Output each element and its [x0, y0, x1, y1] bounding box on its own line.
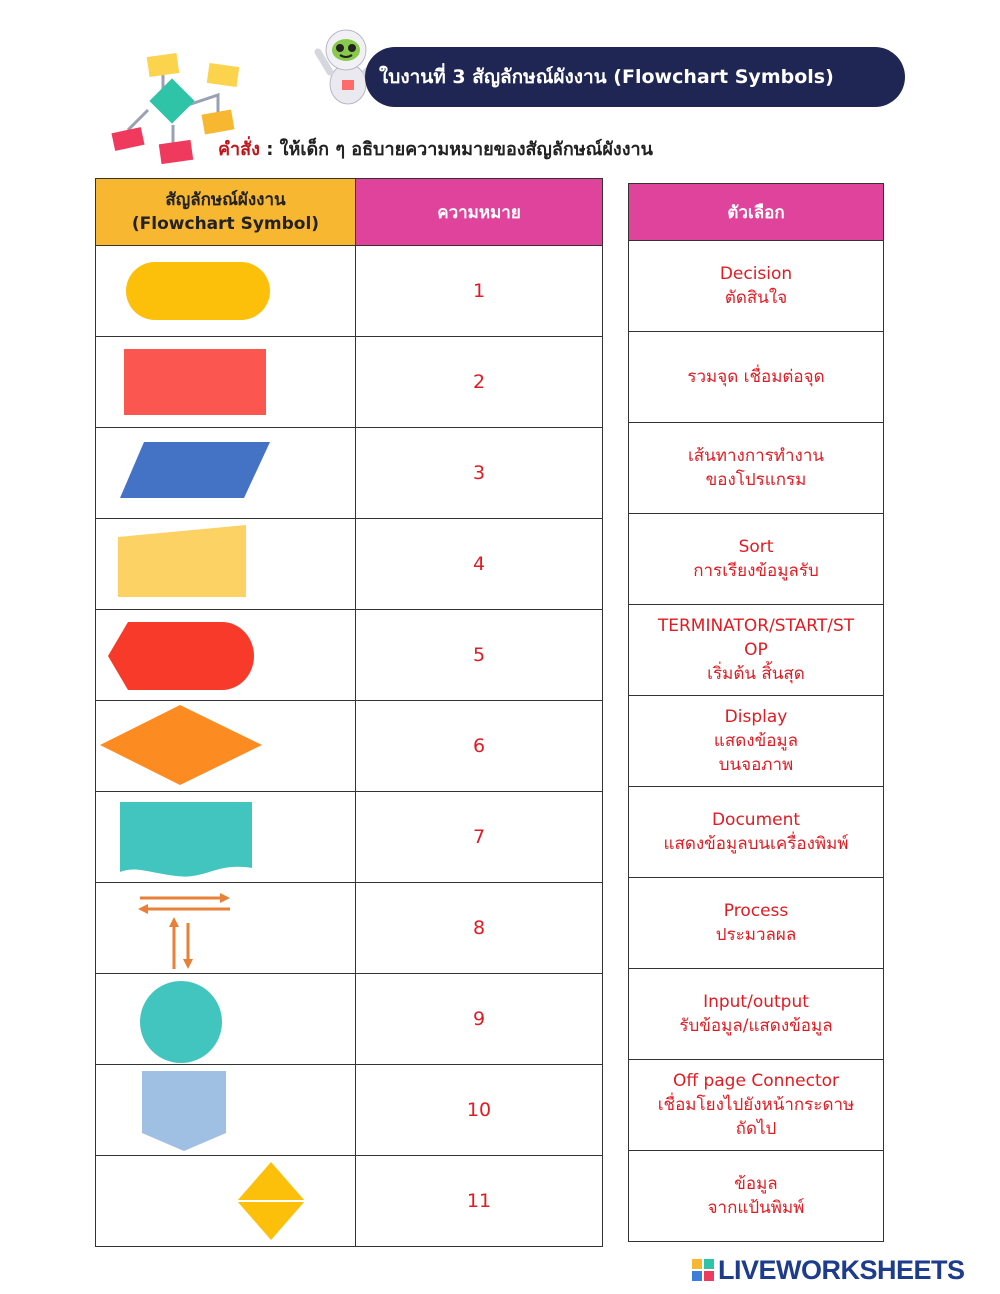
symbol-cell: [96, 974, 356, 1065]
option-line: จากแป้นพิมพ์: [707, 1198, 805, 1218]
table-row: [96, 428, 603, 519]
worksheet-title: [365, 47, 905, 107]
document-icon: [96, 792, 355, 882]
symbol-cell: [96, 337, 356, 428]
table-row: [96, 974, 603, 1065]
liveworksheets-brand[interactable]: [692, 1255, 965, 1285]
symbol-cell: [96, 428, 356, 519]
symbol-header-line2: (Flowchart Symbol): [131, 214, 320, 234]
option-card-display[interactable]: [629, 696, 884, 787]
meaning-answer-slot[interactable]: 8: [356, 883, 603, 974]
option-card-process[interactable]: [629, 878, 884, 969]
meaning-answer-slot[interactable]: 6: [356, 701, 603, 792]
instruction-line: [218, 134, 653, 163]
option-line: บนจอภาพ: [718, 755, 794, 775]
option-line: Decision: [719, 264, 793, 284]
meaning-answer-slot[interactable]: 10: [356, 1065, 603, 1156]
connector-circle-icon: [96, 974, 355, 1064]
table-row: [96, 610, 603, 701]
option-line: ถัดไป: [735, 1119, 777, 1139]
decision-diamond-icon: [96, 701, 355, 791]
manual-input-icon: [96, 519, 355, 609]
terminator-oval-icon: [96, 246, 355, 336]
table-row: [96, 1156, 603, 1247]
brand-text: LIVEWORKSHEETS: [718, 1254, 965, 1285]
option-card-decision[interactable]: [629, 241, 884, 332]
liveworksheets-logo-icon: [692, 1259, 714, 1281]
instruction-text: : ให้เด็ก ๆ อธิบายความหมายของสัญลักษณ์ผังงาน: [259, 139, 653, 160]
display-icon: [96, 610, 355, 700]
option-line: TERMINATOR/START/ST: [657, 616, 855, 636]
option-line: แสดงข้อมูล: [713, 731, 799, 751]
option-line: ตัดสินใจ: [724, 288, 788, 308]
symbol-cell: [96, 792, 356, 883]
option-line: การเรียงข้อมูลรับ: [693, 561, 819, 581]
sort-icon: [96, 1156, 355, 1246]
option-card-terminator[interactable]: [629, 605, 884, 696]
meaning-answer-slot[interactable]: 4: [356, 519, 603, 610]
option-card-flow-lines[interactable]: [629, 423, 884, 514]
option-card-keyboard-input[interactable]: [629, 1151, 884, 1242]
option-line: รับข้อมูล/แสดงข้อมูล: [679, 1016, 833, 1036]
symbol-header-line1: สัญลักษณ์ผังงาน: [165, 190, 286, 210]
table-row: [96, 519, 603, 610]
flow-lines-icon: [96, 883, 355, 973]
option-line: Input/output: [703, 992, 809, 1012]
symbol-cell: [96, 519, 356, 610]
meaning-column-header: ความหมาย: [356, 179, 603, 246]
meaning-answer-slot[interactable]: 7: [356, 792, 603, 883]
option-line: OP: [744, 640, 768, 660]
options-table: [628, 183, 884, 1242]
options-header: ตัวเลือก: [629, 184, 884, 241]
instruction-keyword: คำสั่ง: [218, 139, 260, 160]
option-line: Document: [711, 810, 801, 830]
option-line: แสดงข้อมูลบนเครื่องพิมพ์: [663, 834, 849, 854]
symbol-cell: [96, 1065, 356, 1156]
table-row: [96, 246, 603, 337]
table-row: [96, 792, 603, 883]
option-line: ประมวลผล: [715, 925, 797, 945]
table-row: [96, 1065, 603, 1156]
option-line: Process: [723, 901, 789, 921]
process-rectangle-icon: [96, 337, 355, 427]
option-card-off-page-connector[interactable]: [629, 1060, 884, 1151]
symbol-column-header: [96, 179, 356, 246]
option-line: เริ่มต้น สิ้นสุด: [707, 664, 805, 684]
meaning-answer-slot[interactable]: 3: [356, 428, 603, 519]
option-line: ข้อมูล: [734, 1174, 778, 1194]
meaning-answer-slot[interactable]: 2: [356, 337, 603, 428]
meaning-answer-slot[interactable]: 9: [356, 974, 603, 1065]
table-row: [96, 337, 603, 428]
option-line: รวมจุด เชื่อมต่อจุด: [687, 367, 825, 387]
option-card-input-output[interactable]: [629, 969, 884, 1060]
meaning-answer-slot[interactable]: 1: [356, 246, 603, 337]
meaning-answer-slot[interactable]: 5: [356, 610, 603, 701]
option-card-document[interactable]: [629, 787, 884, 878]
symbol-cell: [96, 883, 356, 974]
option-line: ของโปรแกรม: [705, 470, 807, 490]
option-card-sort[interactable]: [629, 514, 884, 605]
table-row: [96, 883, 603, 974]
meaning-answer-slot[interactable]: 11: [356, 1156, 603, 1247]
symbol-cell: [96, 610, 356, 701]
worksheet-title-text: ใบงานที่ 3 สัญลักษณ์ผังงาน (Flowchart Symbols): [379, 66, 834, 88]
symbol-cell: [96, 246, 356, 337]
input-output-parallelogram-icon: [96, 428, 355, 518]
option-line: เชื่อมโยงไปยังหน้ากระดาษ: [657, 1095, 855, 1115]
option-line: เส้นทางการทำงาน: [687, 446, 825, 466]
option-card-connector[interactable]: [629, 332, 884, 423]
symbol-cell: [96, 701, 356, 792]
option-line: Display: [724, 707, 788, 727]
option-line: Sort: [738, 537, 774, 557]
symbol-cell: [96, 1156, 356, 1247]
off-page-connector-icon: [96, 1065, 355, 1155]
symbol-meaning-table: [95, 178, 603, 1247]
table-row: [96, 701, 603, 792]
option-line: Off page Connector: [672, 1071, 840, 1091]
